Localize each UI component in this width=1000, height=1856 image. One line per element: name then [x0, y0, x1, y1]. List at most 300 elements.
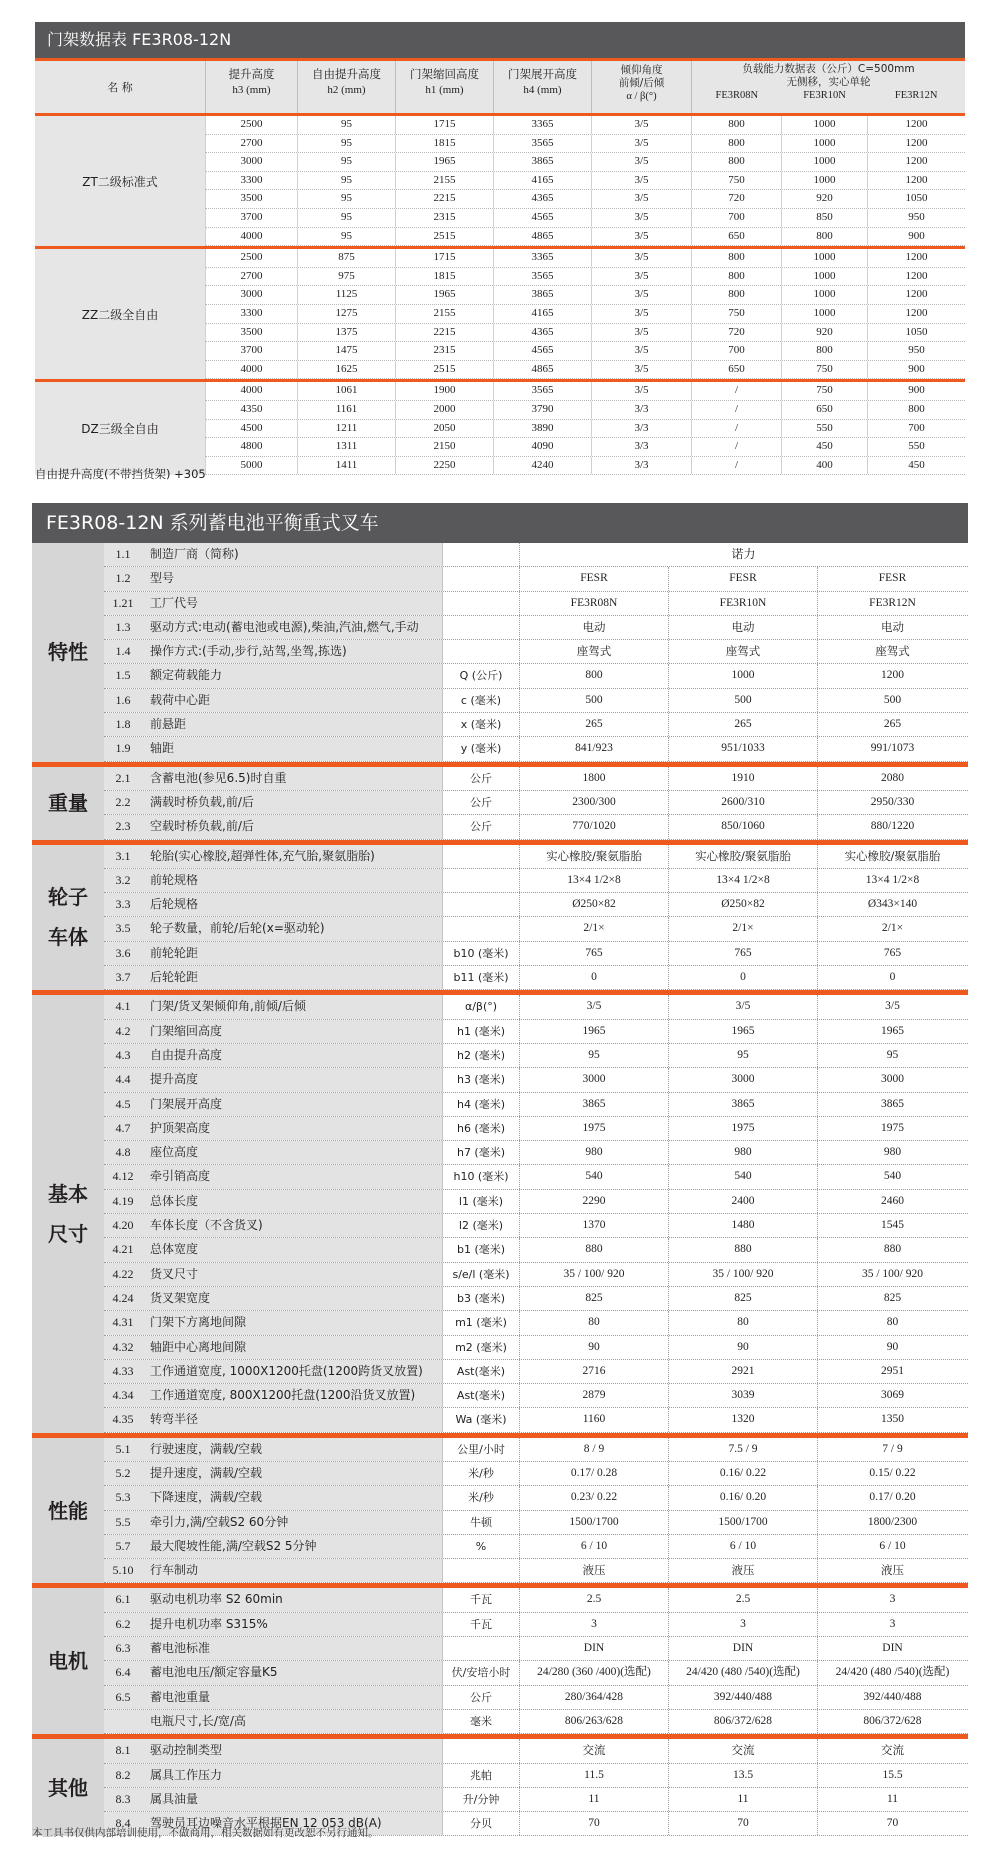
- table-cell: 750: [691, 305, 781, 323]
- spec-number: 5.2: [104, 1462, 142, 1485]
- header-model: FE3R08N: [715, 90, 759, 101]
- table-row: [205, 172, 965, 191]
- table-cell: 1000: [781, 268, 867, 286]
- table-cell: 700: [691, 342, 781, 360]
- table-cell: 550: [781, 420, 867, 438]
- table-cell: 3/5: [591, 153, 691, 171]
- spec-value: 80: [520, 1311, 669, 1334]
- spec-value: 7.5 / 9: [669, 1438, 818, 1461]
- spec-item: 满载时桥负载,前/后: [142, 791, 442, 814]
- table-cell: 1000: [781, 135, 867, 153]
- table-cell: 1965: [395, 286, 493, 304]
- spec-value: 座驾式: [520, 640, 669, 663]
- table-cell: 2700: [205, 135, 297, 153]
- spec-item: 空载时桥负载,前/后: [142, 815, 442, 838]
- table-cell: 3/5: [591, 116, 691, 134]
- spec-row: [104, 737, 968, 761]
- spec-value: 1965: [881, 1024, 904, 1037]
- spec-row: [104, 1360, 968, 1384]
- table-cell: 920: [781, 324, 867, 342]
- table-cell: 1200: [867, 305, 965, 323]
- spec-item: 轴距中心离地间隙: [142, 1336, 442, 1359]
- table-cell: 4000: [205, 361, 297, 379]
- spec-number: 6.5: [104, 1686, 142, 1709]
- spec-item: 轮胎(实心橡胶,超弹性体,充气胎,聚氨脂胎): [142, 845, 442, 868]
- spec-value: 951/1033: [669, 737, 818, 760]
- table-cell: 3/5: [591, 342, 691, 360]
- table-row: [205, 305, 965, 324]
- table-cell: 3500: [205, 324, 297, 342]
- spec-number: 5.10: [104, 1559, 142, 1582]
- spec-value: 1975: [669, 1117, 818, 1140]
- spec-value: 265: [669, 713, 818, 736]
- spec-value: 1500/1700: [520, 1511, 669, 1534]
- spec-value: 11.5: [520, 1764, 669, 1787]
- mast-group-name: ZT二级标准式: [35, 116, 205, 246]
- header-model: FE3R10N: [803, 90, 846, 101]
- spec-value: 2290: [520, 1190, 669, 1213]
- spec-value: 13×4 1/2×8: [865, 873, 920, 886]
- table-cell: 3/5: [591, 190, 691, 208]
- spec-row: [104, 1559, 968, 1583]
- spec-number: 8.1: [104, 1739, 142, 1762]
- spec-item: 货叉尺寸: [142, 1263, 442, 1286]
- spec-number: 5.7: [104, 1535, 142, 1558]
- footer-disclaimer: 本工具书仅供内部培训使用，不做商用，相关数据如有更改恕不另行通知。: [32, 1827, 379, 1839]
- spec-value: 0.17/ 0.28: [520, 1462, 669, 1485]
- spec-value: 1370: [520, 1214, 669, 1237]
- spec-item: 含蓄电池(参见6.5)时自重: [142, 767, 442, 790]
- table-cell: 3/3: [591, 457, 691, 475]
- table-cell: 3/3: [591, 401, 691, 419]
- spec-number: 3.1: [104, 845, 142, 868]
- spec-value: 3: [889, 1617, 896, 1630]
- spec-unit: 伏/安培小时: [442, 1661, 520, 1684]
- table-cell: 95: [297, 153, 395, 171]
- table-cell: 1061: [297, 382, 395, 400]
- spec-unit: [442, 869, 520, 892]
- spec-value: FE3R12N: [869, 596, 916, 609]
- table-row: [205, 116, 965, 135]
- table-cell: 720: [691, 190, 781, 208]
- table-row: [205, 342, 965, 361]
- spec-unit: [442, 592, 520, 615]
- spec-item: 驾驶员耳边噪音水平根据EN 12 053 dB(A): [142, 1812, 442, 1835]
- table-cell: 1211: [297, 420, 395, 438]
- spec-row: [104, 592, 968, 616]
- spec-value: 24/420 (480 /540)(选配): [669, 1661, 818, 1684]
- spec-number: 4.20: [104, 1214, 142, 1237]
- table-row: [205, 420, 965, 439]
- mast-group: [35, 113, 965, 246]
- spec-value: 2/1×: [669, 917, 818, 940]
- spec-category: 轮子 车体: [32, 845, 104, 991]
- spec-value: 3000: [881, 1073, 904, 1086]
- spec-item: 转弯半径: [142, 1408, 442, 1431]
- table-cell: 550: [867, 438, 965, 456]
- spec-unit: [442, 1637, 520, 1660]
- spec-number: 4.32: [104, 1336, 142, 1359]
- table-cell: 4350: [205, 401, 297, 419]
- table-cell: 95: [297, 135, 395, 153]
- spec-number: 4.21: [104, 1238, 142, 1261]
- spec-value: 2879: [520, 1384, 669, 1407]
- spec-value: 265: [520, 713, 669, 736]
- spec-number: 4.8: [104, 1141, 142, 1164]
- spec-unit: [442, 543, 520, 566]
- spec-item: 前轮轮距: [142, 942, 442, 965]
- spec-value: 3000: [669, 1068, 818, 1091]
- spec-unit: 公斤: [442, 791, 520, 814]
- spec-number: 4.19: [104, 1190, 142, 1213]
- table-cell: 2155: [395, 305, 493, 323]
- spec-value: 2.5: [520, 1588, 669, 1611]
- spec-value: 2400: [669, 1190, 818, 1213]
- table-cell: 1000: [781, 305, 867, 323]
- spec-unit: α/β(°): [442, 995, 520, 1018]
- table-cell: 3565: [493, 382, 591, 400]
- spec-unit: [442, 616, 520, 639]
- table-cell: 3300: [205, 305, 297, 323]
- spec-value: 95: [669, 1044, 818, 1067]
- spec-item: 型号: [142, 567, 442, 590]
- table-cell: 95: [297, 116, 395, 134]
- spec-value: 35 / 100/ 920: [520, 1263, 669, 1286]
- table-cell: 1411: [297, 457, 395, 475]
- table-cell: 3700: [205, 209, 297, 227]
- spec-value: 70: [669, 1812, 818, 1835]
- spec-row: [104, 1068, 968, 1092]
- spec-value: 2/1×: [881, 922, 904, 935]
- spec-unit: [442, 1739, 520, 1762]
- table-cell: 1200: [867, 153, 965, 171]
- spec-item: 前轮规格: [142, 869, 442, 892]
- spec-value: 265: [883, 718, 902, 731]
- spec-number: 4.34: [104, 1384, 142, 1407]
- table-cell: 3565: [493, 135, 591, 153]
- spec-unit: y (毫米): [442, 737, 520, 760]
- table-cell: 2215: [395, 190, 493, 208]
- table-cell: 4000: [205, 228, 297, 246]
- spec-number: 4.3: [104, 1044, 142, 1067]
- table-cell: 1200: [867, 172, 965, 190]
- spec-row: [104, 1588, 968, 1612]
- spec-row: [104, 767, 968, 791]
- table-cell: 4365: [493, 324, 591, 342]
- spec-value: 液压: [669, 1559, 818, 1582]
- table-cell: 800: [691, 153, 781, 171]
- spec-value: 2080: [881, 771, 904, 784]
- spec-category: 特性: [32, 543, 104, 762]
- table-cell: 1200: [867, 249, 965, 267]
- spec-row: [104, 713, 968, 737]
- table-cell: 900: [867, 382, 965, 400]
- spec-row: [104, 1190, 968, 1214]
- spec-value: Ø250×82: [520, 893, 669, 916]
- spec-value: 825: [669, 1287, 818, 1310]
- table-cell: 3/5: [591, 172, 691, 190]
- spec-item: 行车制动: [142, 1559, 442, 1582]
- spec-number: 1.8: [104, 713, 142, 736]
- spec-value: 3000: [520, 1068, 669, 1091]
- spec-number: 2.3: [104, 815, 142, 838]
- spec-item: 门架展开高度: [142, 1093, 442, 1116]
- spec-value: 电动: [520, 616, 669, 639]
- table-cell: 1275: [297, 305, 395, 323]
- spec-row: [104, 1710, 968, 1734]
- table-cell: /: [691, 420, 781, 438]
- spec-row: [104, 1486, 968, 1510]
- table-cell: 3/5: [591, 268, 691, 286]
- spec-item: 轴距: [142, 737, 442, 760]
- spec-value: Ø343×140: [867, 898, 918, 911]
- spec-value: 1545: [881, 1219, 904, 1232]
- spec-value: 80: [669, 1311, 818, 1334]
- spec-item: 门架缩回高度: [142, 1020, 442, 1043]
- header-retract: 门架缩回高度 h1 (mm): [395, 61, 493, 113]
- spec-unit: s/e/l (毫米): [442, 1263, 520, 1286]
- table-cell: 4165: [493, 305, 591, 323]
- spec-value: FESR: [520, 567, 669, 590]
- spec-value: 1480: [669, 1214, 818, 1237]
- spec-section: [32, 543, 968, 762]
- spec-unit: m1 (毫米): [442, 1311, 520, 1334]
- spec-category: 电机: [32, 1588, 104, 1734]
- table-cell: 1000: [781, 286, 867, 304]
- spec-number: 4.35: [104, 1408, 142, 1431]
- table-cell: 4865: [493, 228, 591, 246]
- spec-number: 8.4: [104, 1812, 142, 1835]
- table-cell: 650: [691, 228, 781, 246]
- table-cell: /: [691, 438, 781, 456]
- table-cell: 3/5: [591, 305, 691, 323]
- spec-unit: b3 (毫米): [442, 1287, 520, 1310]
- spec-number: 6.3: [104, 1637, 142, 1660]
- spec-value: 11: [669, 1788, 818, 1811]
- spec-value: 诺力: [731, 547, 756, 561]
- spec-item: 前悬距: [142, 713, 442, 736]
- spec-number: 4.7: [104, 1117, 142, 1140]
- table-cell: 3300: [205, 172, 297, 190]
- spec-value: 3865: [669, 1093, 818, 1116]
- spec-section: [32, 1583, 968, 1734]
- spec-value: 交流: [881, 1743, 904, 1758]
- spec-value: FE3R10N: [669, 592, 818, 615]
- spec-row: [104, 1165, 968, 1189]
- spec-unit: h3 (毫米): [442, 1068, 520, 1091]
- spec-value: 1975: [881, 1121, 904, 1134]
- spec-row: [104, 543, 968, 567]
- table-cell: 3365: [493, 249, 591, 267]
- spec-item: 座位高度: [142, 1141, 442, 1164]
- spec-value: FE3R08N: [520, 592, 669, 615]
- spec-number: 4.31: [104, 1311, 142, 1334]
- spec-unit: 牛顿: [442, 1511, 520, 1534]
- spec-row: [104, 1462, 968, 1486]
- table-cell: 3365: [493, 116, 591, 134]
- table-cell: 2050: [395, 420, 493, 438]
- spec-row: [104, 1263, 968, 1287]
- spec-number: 3.6: [104, 942, 142, 965]
- spec-value: 806/372/628: [669, 1710, 818, 1733]
- table-cell: 3/5: [591, 382, 691, 400]
- spec-section: [32, 1433, 968, 1584]
- spec-value: 2/1×: [520, 917, 669, 940]
- table-cell: 3/5: [591, 209, 691, 227]
- spec-value: 765: [520, 942, 669, 965]
- spec-value: 0: [669, 966, 818, 989]
- spec-row: [104, 1214, 968, 1238]
- spec-row: [104, 1739, 968, 1763]
- spec-row: [104, 1117, 968, 1141]
- mast-group-name: ZZ二级全自由: [35, 249, 205, 379]
- spec-value: 6 / 10: [669, 1535, 818, 1558]
- spec-value: 0.23/ 0.22: [520, 1486, 669, 1509]
- spec-number: 5.5: [104, 1511, 142, 1534]
- spec-value: 1965: [520, 1020, 669, 1043]
- table-cell: 4800: [205, 438, 297, 456]
- spec-unit: 千瓦: [442, 1588, 520, 1611]
- spec-number: 4.2: [104, 1020, 142, 1043]
- table-cell: 1900: [395, 382, 493, 400]
- spec-value: 70: [520, 1812, 669, 1835]
- table-cell: 2000: [395, 401, 493, 419]
- spec-value: 540: [669, 1165, 818, 1188]
- spec-item: 总体长度: [142, 1190, 442, 1213]
- spec-unit: 公斤: [442, 767, 520, 790]
- spec-value: 1965: [669, 1020, 818, 1043]
- spec-row: [104, 995, 968, 1019]
- spec-value: 交流: [520, 1739, 669, 1762]
- table-row: [205, 438, 965, 457]
- table-cell: 3865: [493, 153, 591, 171]
- spec-item: 驱动控制类型: [142, 1739, 442, 1762]
- spec-value: 980: [520, 1141, 669, 1164]
- table-cell: 2250: [395, 457, 493, 475]
- spec-unit: Wa (毫米): [442, 1408, 520, 1431]
- spec-item: 工作通道宽度, 800X1200托盘(1200沿货叉放置): [142, 1384, 442, 1407]
- spec-unit: 千瓦: [442, 1613, 520, 1636]
- table-cell: 3/5: [591, 361, 691, 379]
- spec-item: 轮子数量，前轮/后轮(x=驱动轮): [142, 917, 442, 940]
- spec-item: 提升速度，满载/空载: [142, 1462, 442, 1485]
- spec-value: DIN: [882, 1642, 903, 1655]
- table-cell: 3/3: [591, 420, 691, 438]
- spec-item: 货叉架宽度: [142, 1287, 442, 1310]
- spec-item: 总体宽度: [142, 1238, 442, 1261]
- spec-row: [104, 893, 968, 917]
- header-lift: 提升高度 h3 (mm): [205, 61, 297, 113]
- table-cell: 3700: [205, 342, 297, 360]
- spec-value: 3069: [881, 1389, 904, 1402]
- spec-value: 0.15/ 0.22: [869, 1466, 916, 1479]
- table-cell: 1050: [867, 190, 965, 208]
- spec-value: 500: [883, 693, 902, 706]
- table-cell: 1125: [297, 286, 395, 304]
- spec-section: [32, 1734, 968, 1836]
- spec-value: 1320: [669, 1408, 818, 1431]
- spec-number: 4.12: [104, 1165, 142, 1188]
- spec-value: 765: [883, 946, 902, 959]
- spec-value: 3/5: [520, 995, 669, 1018]
- table-cell: 1000: [781, 116, 867, 134]
- spec-row: [104, 1384, 968, 1408]
- table-cell: 1375: [297, 324, 395, 342]
- table-cell: 3865: [493, 286, 591, 304]
- table-cell: 800: [691, 268, 781, 286]
- table-cell: 95: [297, 228, 395, 246]
- spec-unit: [442, 567, 520, 590]
- spec-unit: b10 (毫米): [442, 942, 520, 965]
- spec-item: 自由提升高度: [142, 1044, 442, 1067]
- spec-row: [104, 942, 968, 966]
- table-cell: 700: [867, 420, 965, 438]
- spec-item: 操作方式:(手动,步行,站驾,坐驾,拣选): [142, 640, 442, 663]
- table-cell: 2515: [395, 228, 493, 246]
- table-cell: 3/5: [591, 228, 691, 246]
- table-cell: 750: [691, 172, 781, 190]
- table-cell: 800: [691, 249, 781, 267]
- spec-value: 70: [886, 1817, 899, 1830]
- table-row: [205, 361, 965, 380]
- spec-value: 280/364/428: [520, 1686, 669, 1709]
- spec-value: 6 / 10: [879, 1539, 906, 1552]
- spec-value: 2300/300: [520, 791, 669, 814]
- table-cell: 3/5: [591, 135, 691, 153]
- spec-value: 880: [883, 1243, 902, 1256]
- spec-row: [104, 791, 968, 815]
- spec-value: 2.5: [669, 1588, 818, 1611]
- spec-value: 35 / 100/ 920: [669, 1263, 818, 1286]
- spec-value: 13×4 1/2×8: [520, 869, 669, 892]
- spec-unit: [442, 845, 520, 868]
- table-cell: 1965: [395, 153, 493, 171]
- table-cell: 3000: [205, 286, 297, 304]
- table-cell: 3790: [493, 401, 591, 419]
- spec-row: [104, 845, 968, 869]
- spec-value: 825: [883, 1291, 902, 1304]
- header-extend: 门架展开高度 h4 (mm): [493, 61, 591, 113]
- spec-number: 4.1: [104, 995, 142, 1018]
- spec-value: 392/440/488: [669, 1686, 818, 1709]
- spec-value: 765: [669, 942, 818, 965]
- spec-number: 4.22: [104, 1263, 142, 1286]
- spec-value: 电动: [669, 616, 818, 639]
- spec-value: 980: [669, 1141, 818, 1164]
- table-cell: 450: [781, 438, 867, 456]
- spec-number: 1.4: [104, 640, 142, 663]
- spec-unit: 公斤: [442, 815, 520, 838]
- spec-row: [104, 1511, 968, 1535]
- table-cell: 975: [297, 268, 395, 286]
- spec-number: 4.24: [104, 1287, 142, 1310]
- table-cell: 950: [867, 342, 965, 360]
- spec-value: 806/372/628: [863, 1714, 922, 1727]
- spec-number: 1.21: [104, 592, 142, 615]
- spec-value: 80: [886, 1316, 899, 1329]
- table-cell: 720: [691, 324, 781, 342]
- spec-unit: Ast(毫米): [442, 1384, 520, 1407]
- spec-value: 3: [669, 1613, 818, 1636]
- spec-row: [104, 1408, 968, 1432]
- spec-value: 95: [886, 1048, 899, 1061]
- spec-item: 驱动电机功率 S2 60min: [142, 1588, 442, 1611]
- table-cell: 2215: [395, 324, 493, 342]
- spec-number: 4.4: [104, 1068, 142, 1091]
- spec-value: 980: [883, 1146, 902, 1159]
- table-cell: 3890: [493, 420, 591, 438]
- spec-value: 24/420 (480 /540)(选配): [835, 1666, 950, 1679]
